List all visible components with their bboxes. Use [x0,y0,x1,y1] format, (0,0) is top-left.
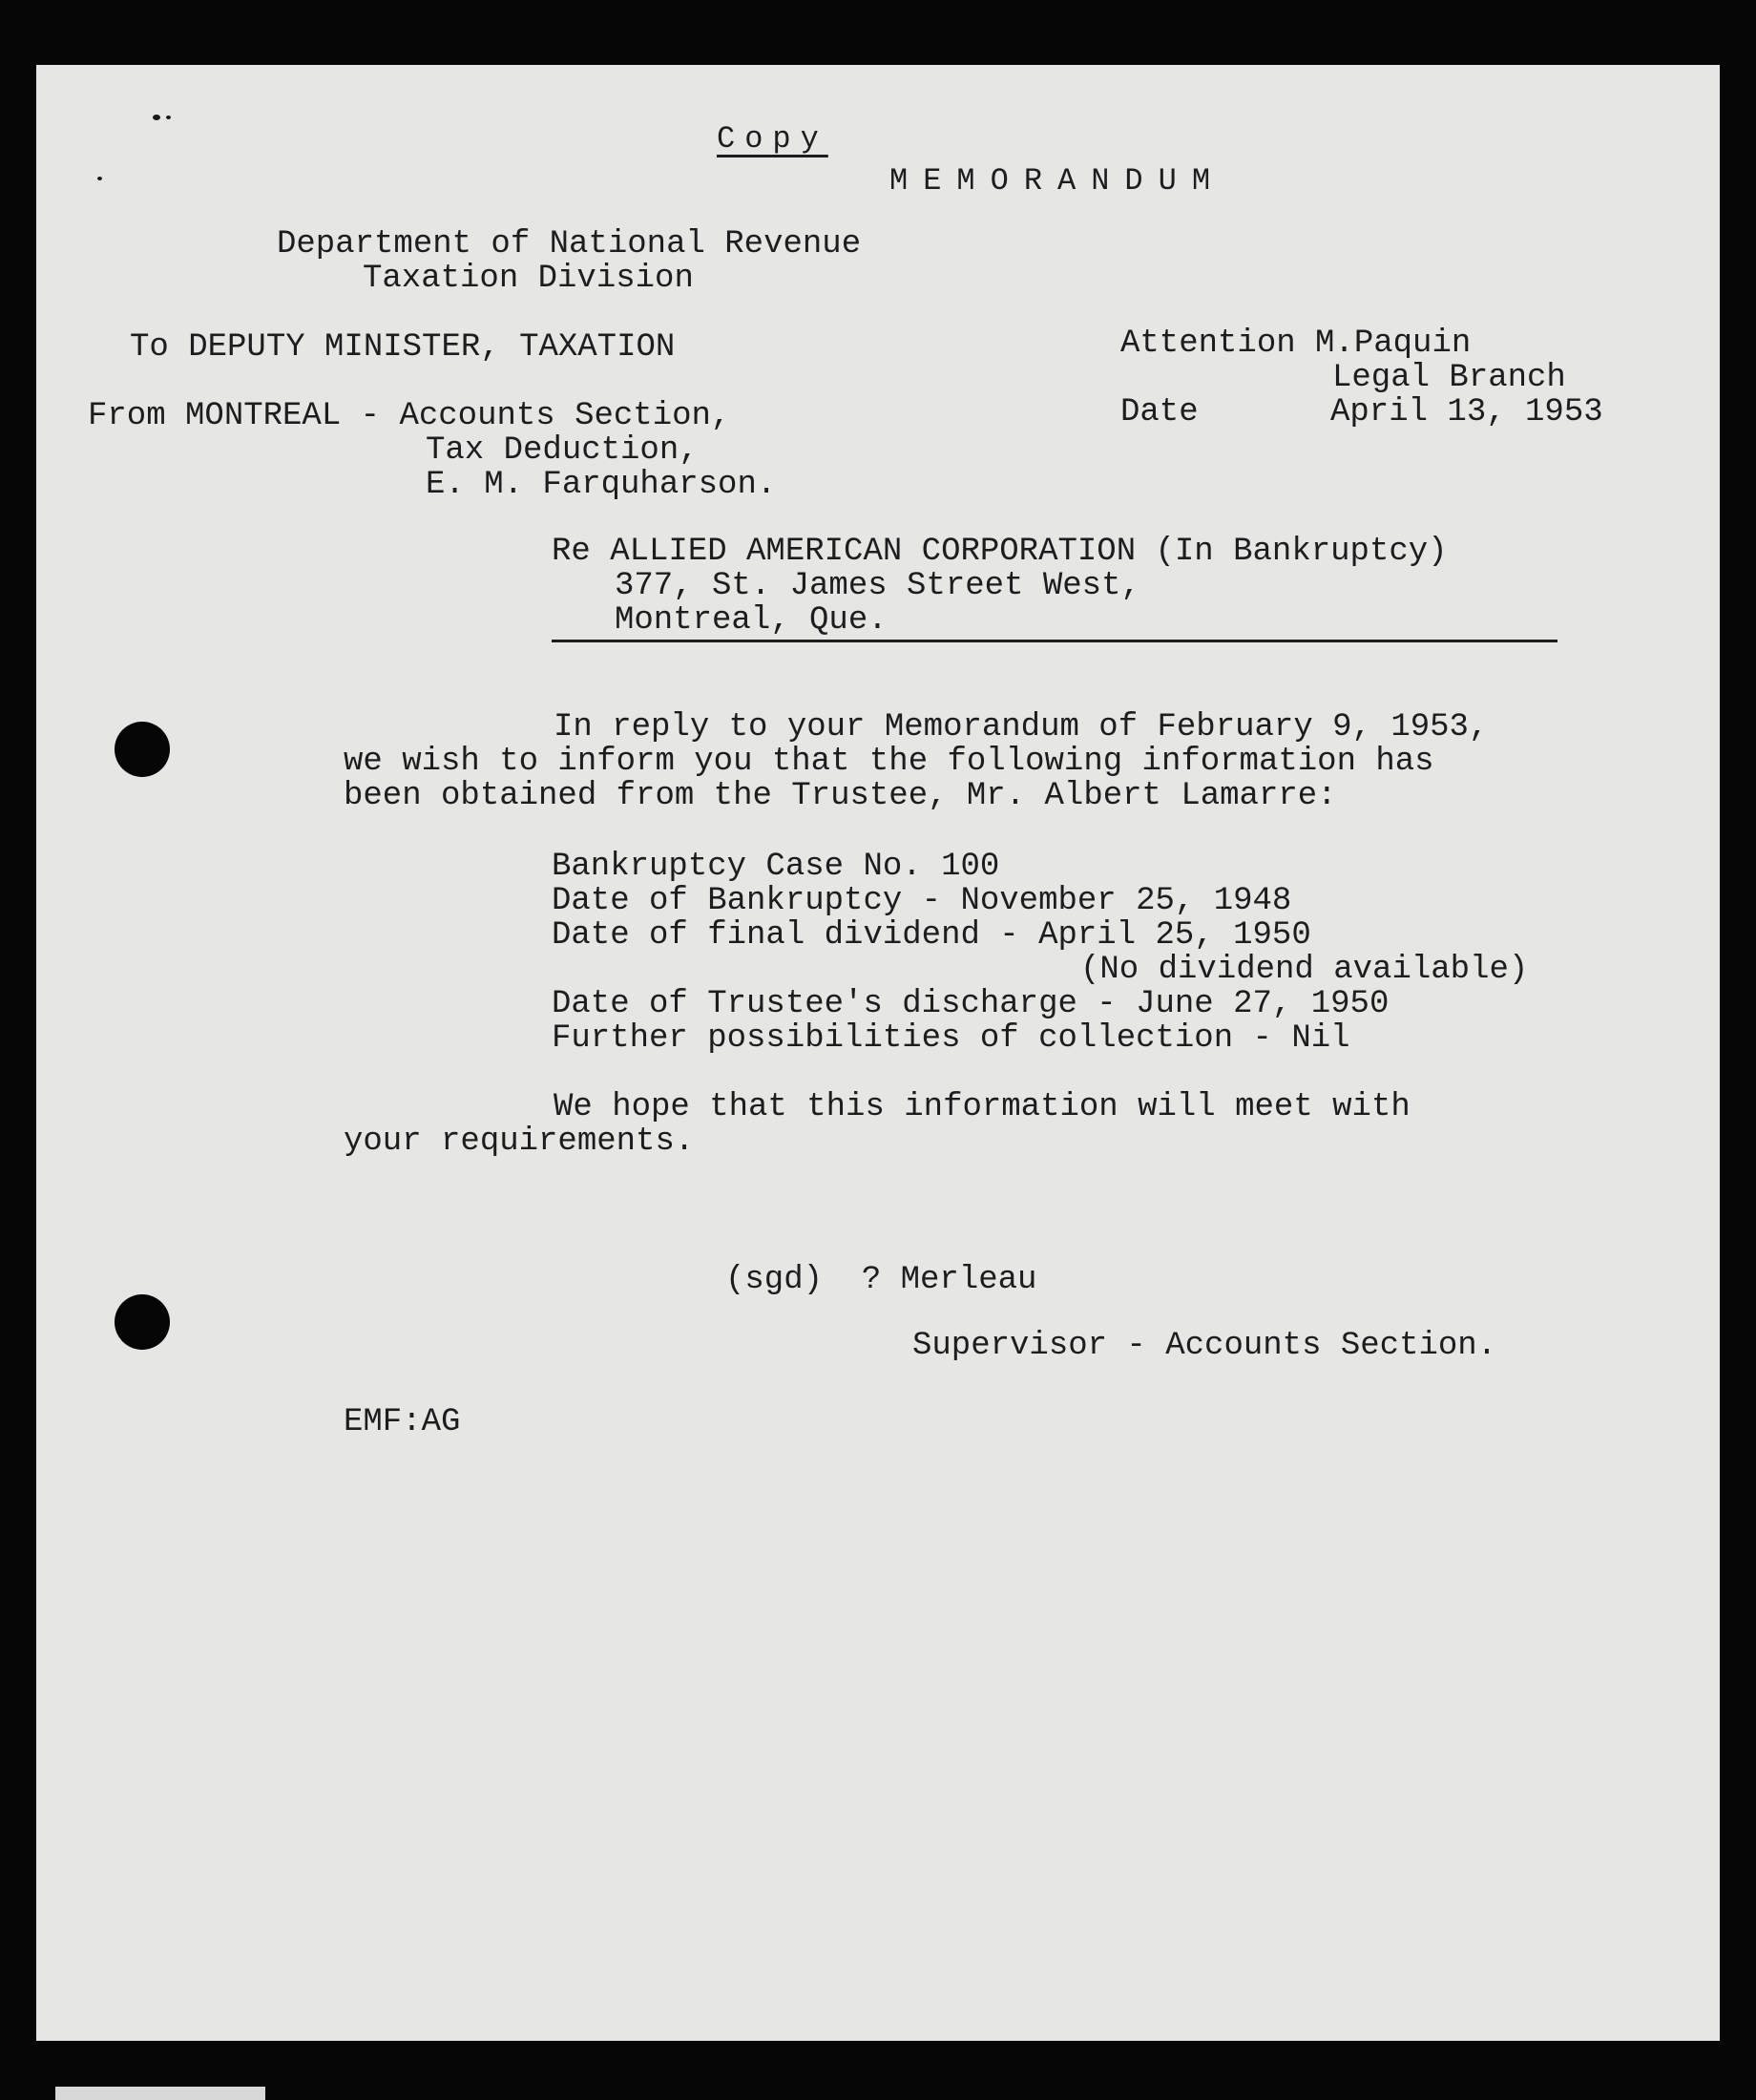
copy-label: Copy [717,121,828,157]
paragraph-2-line-2: your requirements. [344,1124,695,1160]
subject-line-1: Re ALLIED AMERICAN CORPORATION (In Bankruptcy) [552,534,1448,570]
to-line: To DEPUTY MINISTER, TAXATION [130,329,676,366]
from-line: From MONTREAL - Accounts Section, [88,398,731,434]
punch-hole [115,1294,170,1350]
detail-collection: Further possibilities of collection - Nil [552,1020,1350,1057]
punch-hole [115,722,170,777]
detail-case-number: Bankruptcy Case No. 100 [552,849,1000,885]
ink-speck [97,177,102,180]
department-name: Department of National Revenue [277,226,862,262]
attention-branch: Legal Branch [1332,360,1566,396]
memo-page [36,65,1720,2041]
paragraph-1-line-3: been obtained from the Trustee, Mr. Albert Lamarre: [344,778,1337,814]
from-line-2: Tax Deduction, [426,432,699,469]
paragraph-2-line-1: We hope that this information will meet with [554,1089,1411,1125]
from-line-3: E. M. Farquharson. [426,467,777,503]
signatory-title: Supervisor - Accounts Section. [912,1328,1497,1364]
date-value: April 13, 1953 [1330,394,1603,430]
detail-bankruptcy-date: Date of Bankruptcy - November 25, 1948 [552,883,1292,919]
detail-trustee-discharge: Date of Trustee's discharge - June 27, 1950 [552,986,1390,1022]
subject-line-3: Montreal, Que. [615,602,888,639]
subject-line-2: 377, St. James Street West, [615,568,1140,604]
detail-final-dividend: Date of final dividend - April 25, 1950 [552,917,1311,954]
attention-line: Attention M.Paquin [1120,326,1472,362]
paragraph-1-line-1: In reply to your Memorandum of February 9, 1953, [554,709,1489,746]
paragraph-1-line-2: we wish to inform you that the following information has [344,744,1434,780]
reference-initials: EMF:AG [344,1404,461,1440]
division-name: Taxation Division [363,261,694,297]
ink-speck [166,116,171,119]
ink-speck [153,115,160,120]
subject-underline [552,640,1557,642]
film-edge-tab [55,2087,265,2100]
signature-line: (sgd) ? Merleau [725,1262,1037,1298]
memorandum-heading: MEMORANDUM [889,163,1226,199]
date-label: Date [1120,394,1199,430]
detail-dividend-note: (No dividend available) [1080,952,1529,988]
